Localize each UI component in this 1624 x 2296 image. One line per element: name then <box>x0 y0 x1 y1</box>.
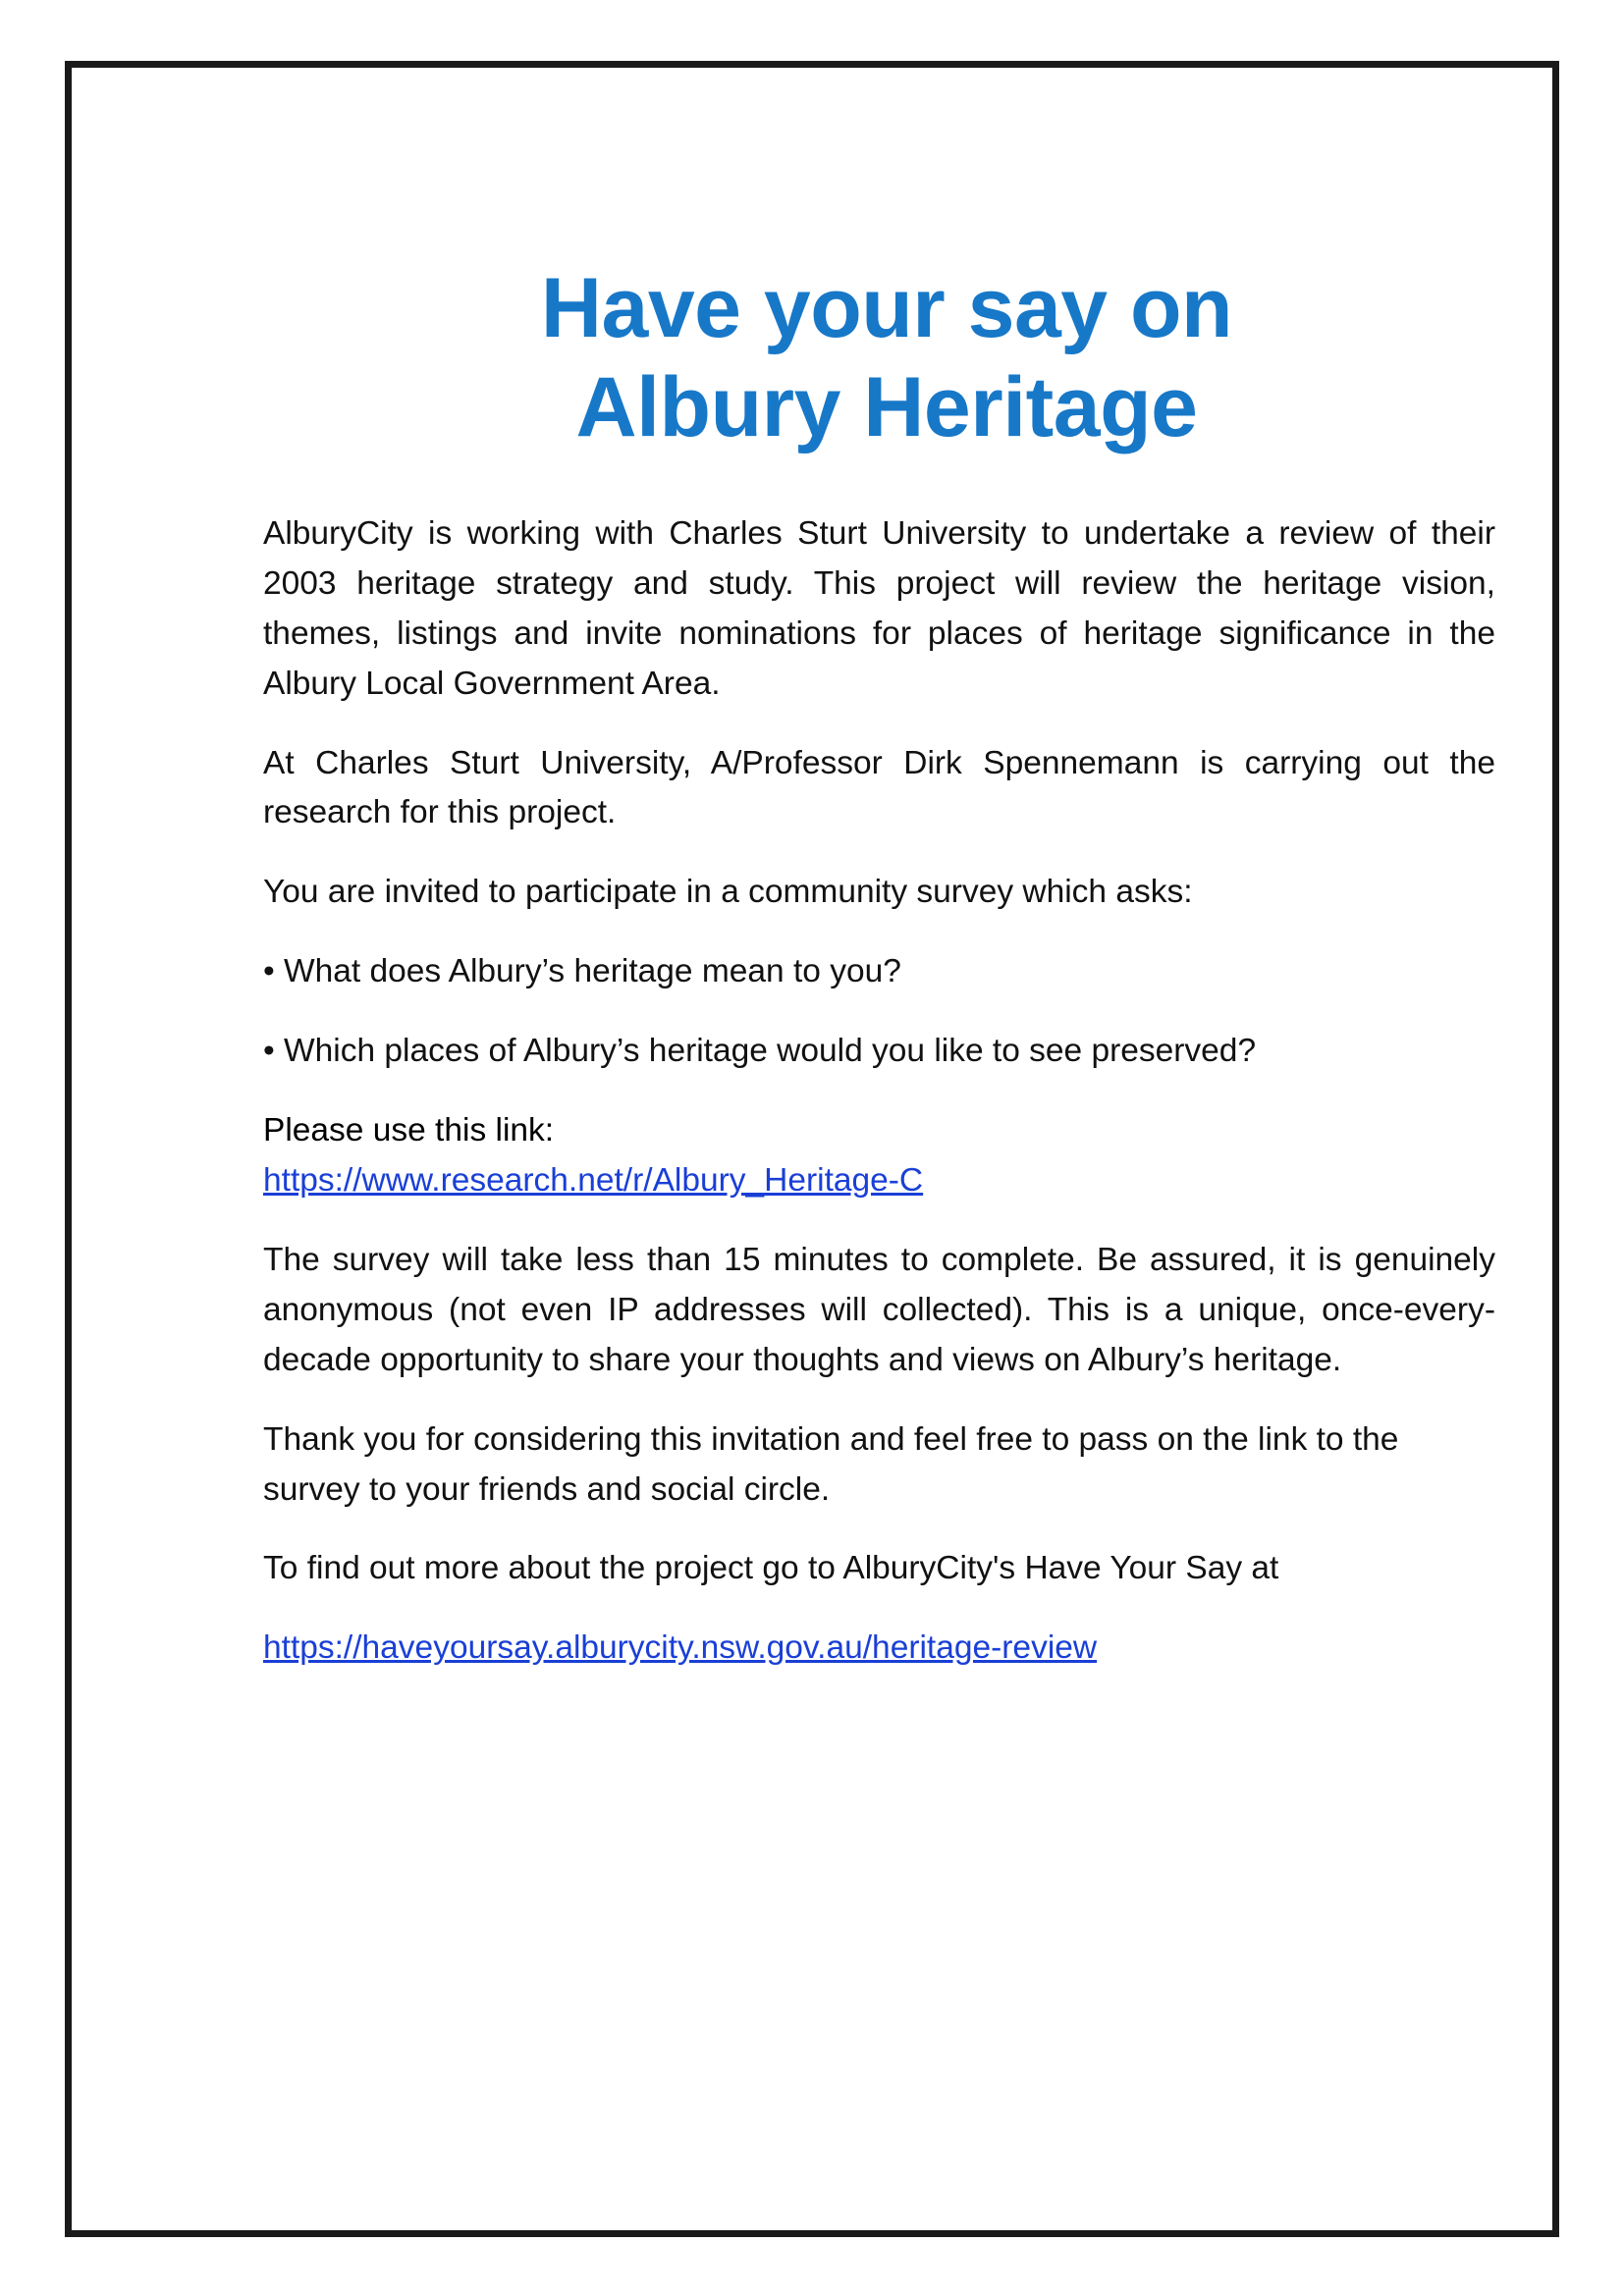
survey-link[interactable]: https://www.research.net/r/Albury_Heritage-C <box>263 1162 924 1199</box>
survey-question-1: • What does Albury’s heritage mean to you? <box>263 953 901 990</box>
haveyoursay-link[interactable]: https://haveyoursay.alburycity.nsw.gov.au/heritage-review <box>263 1629 1098 1667</box>
invitation-paragraph: You are invited to participate in a community survey which asks: <box>263 874 1193 911</box>
survey-link-intro: Please use this link: <box>263 1112 555 1149</box>
page-title <box>263 259 1510 458</box>
haveyoursay-link-block <box>263 1624 1510 1674</box>
poster-border-frame <box>65 61 1559 2237</box>
survey-question-2: • Which places of Albury’s heritage would you like to see preserved? <box>263 1033 1257 1070</box>
page-title-line-2: Albury Heritage <box>575 360 1198 455</box>
survey-details-paragraph: The survey will take less than 15 minutes to complete. Be assured, it is genuinely anonymous (not even IP addresses will collected). This is a unique, once-every-decade opportunity to share your thoughts and views on Albury’s heritage. <box>263 1241 1495 1378</box>
more-info-paragraph: To find out more about the project go to AlburyCity's Have Your Say at <box>263 1550 1279 1587</box>
thank-you-paragraph: Thank you for considering this invitation and feel free to pass on the link to the survey to your friends and social circle. <box>263 1420 1399 1508</box>
intro-paragraph: AlburyCity is working with Charles Sturt University to undertake a review of their 2003 heritage strategy and study. This project will review the heritage vision, themes, listings and invite nominations for places of heritage significance in the Albury Local Government Area. <box>263 514 1495 702</box>
survey-link-block <box>263 1106 1510 1206</box>
poster-content <box>263 259 1510 1703</box>
researcher-paragraph: At Charles Sturt University, A/Professor Dirk Spennemann is carrying out the research for this project. <box>263 744 1495 831</box>
page-title-line-1: Have your say on <box>540 261 1233 355</box>
